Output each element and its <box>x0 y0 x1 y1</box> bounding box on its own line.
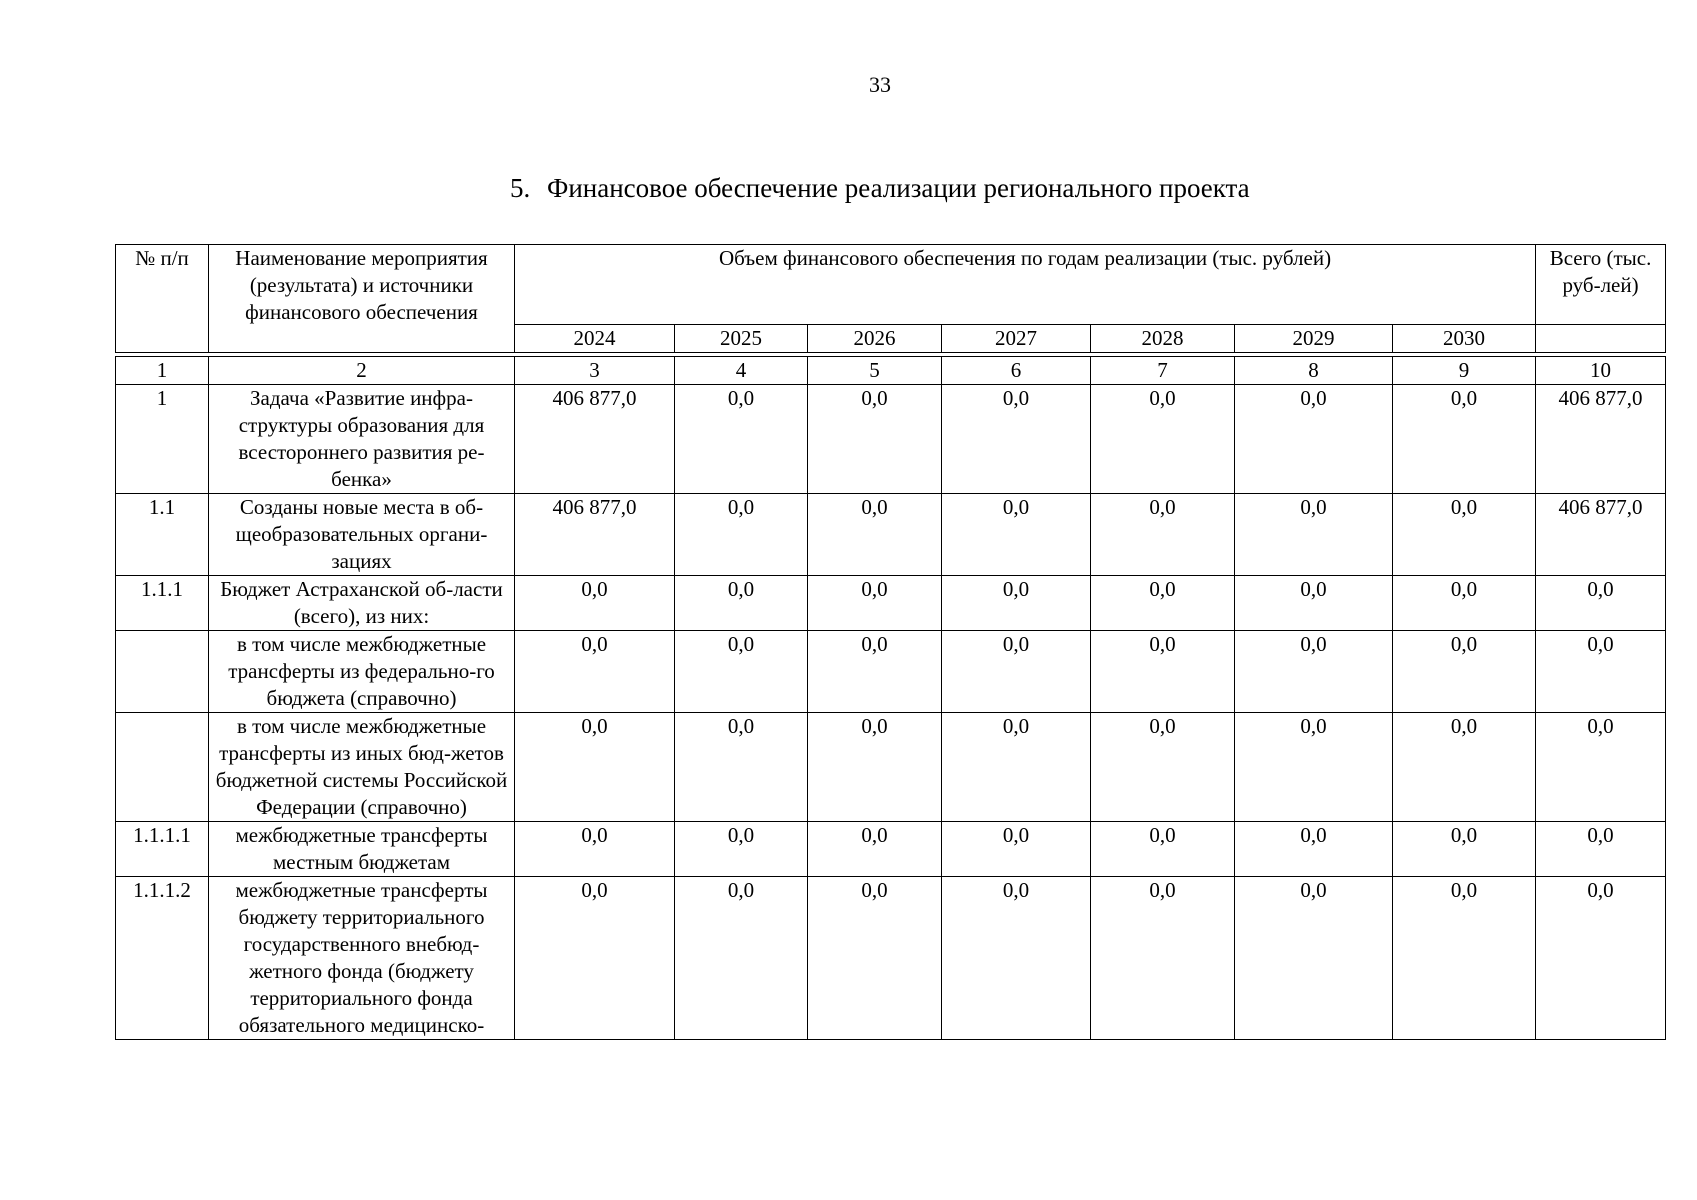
row-total: 0,0 <box>1536 576 1666 631</box>
section-number: 5. <box>510 173 531 203</box>
row-number: 1.1.1 <box>116 576 209 631</box>
section-title <box>510 172 1250 204</box>
row-name: Бюджет Астраханской об-ласти (всего), из них: <box>209 576 515 631</box>
row-value: 0,0 <box>808 576 942 631</box>
row-value: 0,0 <box>1393 494 1536 576</box>
financing-table-wrapper <box>115 244 1665 1040</box>
row-value: 0,0 <box>1235 877 1393 1040</box>
row-total: 0,0 <box>1536 631 1666 713</box>
row-value: 0,0 <box>515 877 675 1040</box>
row-value: 0,0 <box>1235 385 1393 494</box>
column-number: 7 <box>1091 357 1235 385</box>
table-row <box>116 494 1666 576</box>
row-value: 0,0 <box>1393 877 1536 1040</box>
row-value: 406 877,0 <box>515 494 675 576</box>
row-value: 406 877,0 <box>515 385 675 494</box>
row-value: 0,0 <box>1091 713 1235 822</box>
header-year: 2026 <box>808 325 942 353</box>
header-year: 2030 <box>1393 325 1536 353</box>
table-row <box>116 385 1666 494</box>
header-year: 2024 <box>515 325 675 353</box>
row-value: 0,0 <box>1091 877 1235 1040</box>
row-name: межбюджетные трансферты местным бюджетам <box>209 822 515 877</box>
section-title-text: Финансовое обеспечение реализации регионального проекта <box>547 173 1250 203</box>
table-row <box>116 576 1666 631</box>
table-row <box>116 631 1666 713</box>
column-numbers-row <box>116 357 1666 385</box>
row-number: 1.1.1.1 <box>116 822 209 877</box>
row-value: 0,0 <box>515 822 675 877</box>
row-value: 0,0 <box>1235 494 1393 576</box>
row-value: 0,0 <box>675 877 808 1040</box>
row-name: в том числе межбюджетные трансферты из иных бюд-жетов бюджетной системы Российской Федерации (справочно) <box>209 713 515 822</box>
row-value: 0,0 <box>808 631 942 713</box>
row-value: 0,0 <box>808 385 942 494</box>
row-value: 0,0 <box>675 713 808 822</box>
row-value: 0,0 <box>942 877 1091 1040</box>
row-value: 0,0 <box>1091 494 1235 576</box>
row-value: 0,0 <box>515 576 675 631</box>
row-value: 0,0 <box>1393 631 1536 713</box>
row-value: 0,0 <box>675 631 808 713</box>
row-value: 0,0 <box>808 822 942 877</box>
financing-table <box>115 244 1666 1040</box>
column-number: 2 <box>209 357 515 385</box>
row-name: Созданы новые места в об-щеобразовательных органи-зациях <box>209 494 515 576</box>
header-total: Всего (тыс. руб-лей) <box>1536 245 1666 325</box>
row-value: 0,0 <box>1235 576 1393 631</box>
row-value: 0,0 <box>942 385 1091 494</box>
table-row <box>116 877 1666 1040</box>
row-value: 0,0 <box>675 385 808 494</box>
row-value: 0,0 <box>1235 631 1393 713</box>
row-total: 0,0 <box>1536 877 1666 1040</box>
header-volume: Объем финансового обеспечения по годам реализации (тыс. рублей) <box>515 245 1536 325</box>
row-name: межбюджетные трансферты бюджету территориального государственного внебюд-жетного фонда (бюджету территориального фонда обязательного медицинско- <box>209 877 515 1040</box>
row-value: 0,0 <box>1235 822 1393 877</box>
row-value: 0,0 <box>1091 385 1235 494</box>
row-value: 0,0 <box>1091 822 1235 877</box>
row-value: 0,0 <box>675 822 808 877</box>
row-total: 406 877,0 <box>1536 494 1666 576</box>
row-value: 0,0 <box>1393 576 1536 631</box>
column-number: 6 <box>942 357 1091 385</box>
table-body <box>116 353 1666 1040</box>
column-number: 3 <box>515 357 675 385</box>
row-name: Задача «Развитие инфра-структуры образования для всестороннего развития ре-бенка» <box>209 385 515 494</box>
row-name: в том числе межбюджетные трансферты из федерально-го бюджета (справочно) <box>209 631 515 713</box>
column-number: 4 <box>675 357 808 385</box>
column-number: 5 <box>808 357 942 385</box>
row-number <box>116 631 209 713</box>
row-value: 0,0 <box>1235 713 1393 822</box>
row-value: 0,0 <box>515 713 675 822</box>
column-number: 8 <box>1235 357 1393 385</box>
table-row <box>116 822 1666 877</box>
row-total: 0,0 <box>1536 713 1666 822</box>
header-year: 2028 <box>1091 325 1235 353</box>
row-value: 0,0 <box>1091 576 1235 631</box>
row-number: 1 <box>116 385 209 494</box>
header-num: № п/п <box>116 245 209 353</box>
row-value: 0,0 <box>1393 713 1536 822</box>
row-value: 0,0 <box>808 494 942 576</box>
page-number: 33 <box>869 72 891 97</box>
header-year: 2025 <box>675 325 808 353</box>
row-total: 406 877,0 <box>1536 385 1666 494</box>
column-number: 9 <box>1393 357 1536 385</box>
header-name: Наименование мероприятия (результата) и источники финансового обеспечения <box>209 245 515 353</box>
row-value: 0,0 <box>942 631 1091 713</box>
row-value: 0,0 <box>1393 385 1536 494</box>
row-value: 0,0 <box>942 494 1091 576</box>
row-value: 0,0 <box>675 576 808 631</box>
row-value: 0,0 <box>1393 822 1536 877</box>
row-number <box>116 713 209 822</box>
table-row <box>116 713 1666 822</box>
row-number: 1.1 <box>116 494 209 576</box>
row-value: 0,0 <box>942 822 1091 877</box>
row-value: 0,0 <box>942 713 1091 822</box>
row-value: 0,0 <box>515 631 675 713</box>
header-year: 2027 <box>942 325 1091 353</box>
row-value: 0,0 <box>942 576 1091 631</box>
row-value: 0,0 <box>675 494 808 576</box>
column-number: 1 <box>116 357 209 385</box>
row-number: 1.1.1.2 <box>116 877 209 1040</box>
row-value: 0,0 <box>808 877 942 1040</box>
column-number: 10 <box>1536 357 1666 385</box>
row-value: 0,0 <box>808 713 942 822</box>
header-total-blank <box>1536 325 1666 353</box>
row-total: 0,0 <box>1536 822 1666 877</box>
header-year: 2029 <box>1235 325 1393 353</box>
row-value: 0,0 <box>1091 631 1235 713</box>
